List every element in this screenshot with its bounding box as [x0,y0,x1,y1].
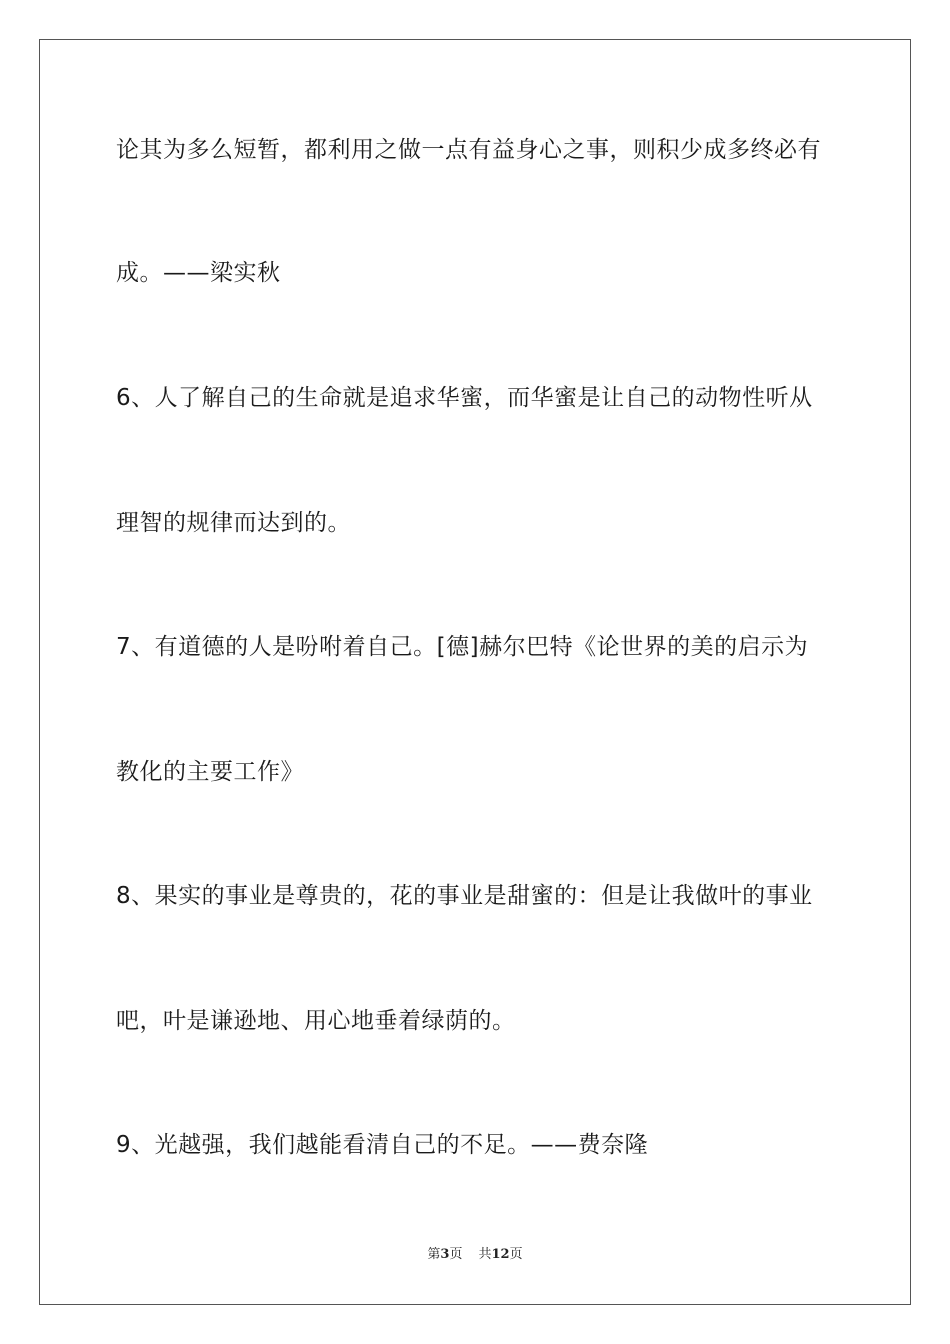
page-number: 3 [440,1247,450,1262]
body-text-line: 9、光越强，我们越能看清自己的不足。——费奈隆 [116,1132,649,1158]
total-label-prefix: 共 [478,1247,492,1262]
page-label-prefix: 第 [427,1247,441,1262]
body-text-line: 吧，叶是谦逊地、用心地垂着绿荫的。 [116,1008,516,1034]
body-text-line: 7、有道德的人是吩咐着自己。[德]赫尔巴特《论世界的美的启示为 [116,634,809,660]
page-footer [0,1246,950,1264]
body-text-line: 8、果实的事业是尊贵的，花的事业是甜蜜的：但是让我做叶的事业 [116,883,813,909]
total-pages: 12 [491,1247,510,1262]
total-label-suffix: 页 [509,1247,523,1262]
page-label-suffix: 页 [449,1247,463,1262]
page-border [39,39,911,1305]
body-text-line: 理智的规律而达到的。 [116,510,351,536]
body-text-line: 教化的主要工作》 [116,759,304,785]
body-text-line: 论其为多么短暂，都利用之做一点有益身心之事，则积少成多终必有 [116,137,821,163]
body-text-line: 成。——梁实秋 [116,260,281,286]
body-text-line: 6、人了解自己的生命就是追求华蜜，而华蜜是让自己的动物性听从 [116,385,813,411]
